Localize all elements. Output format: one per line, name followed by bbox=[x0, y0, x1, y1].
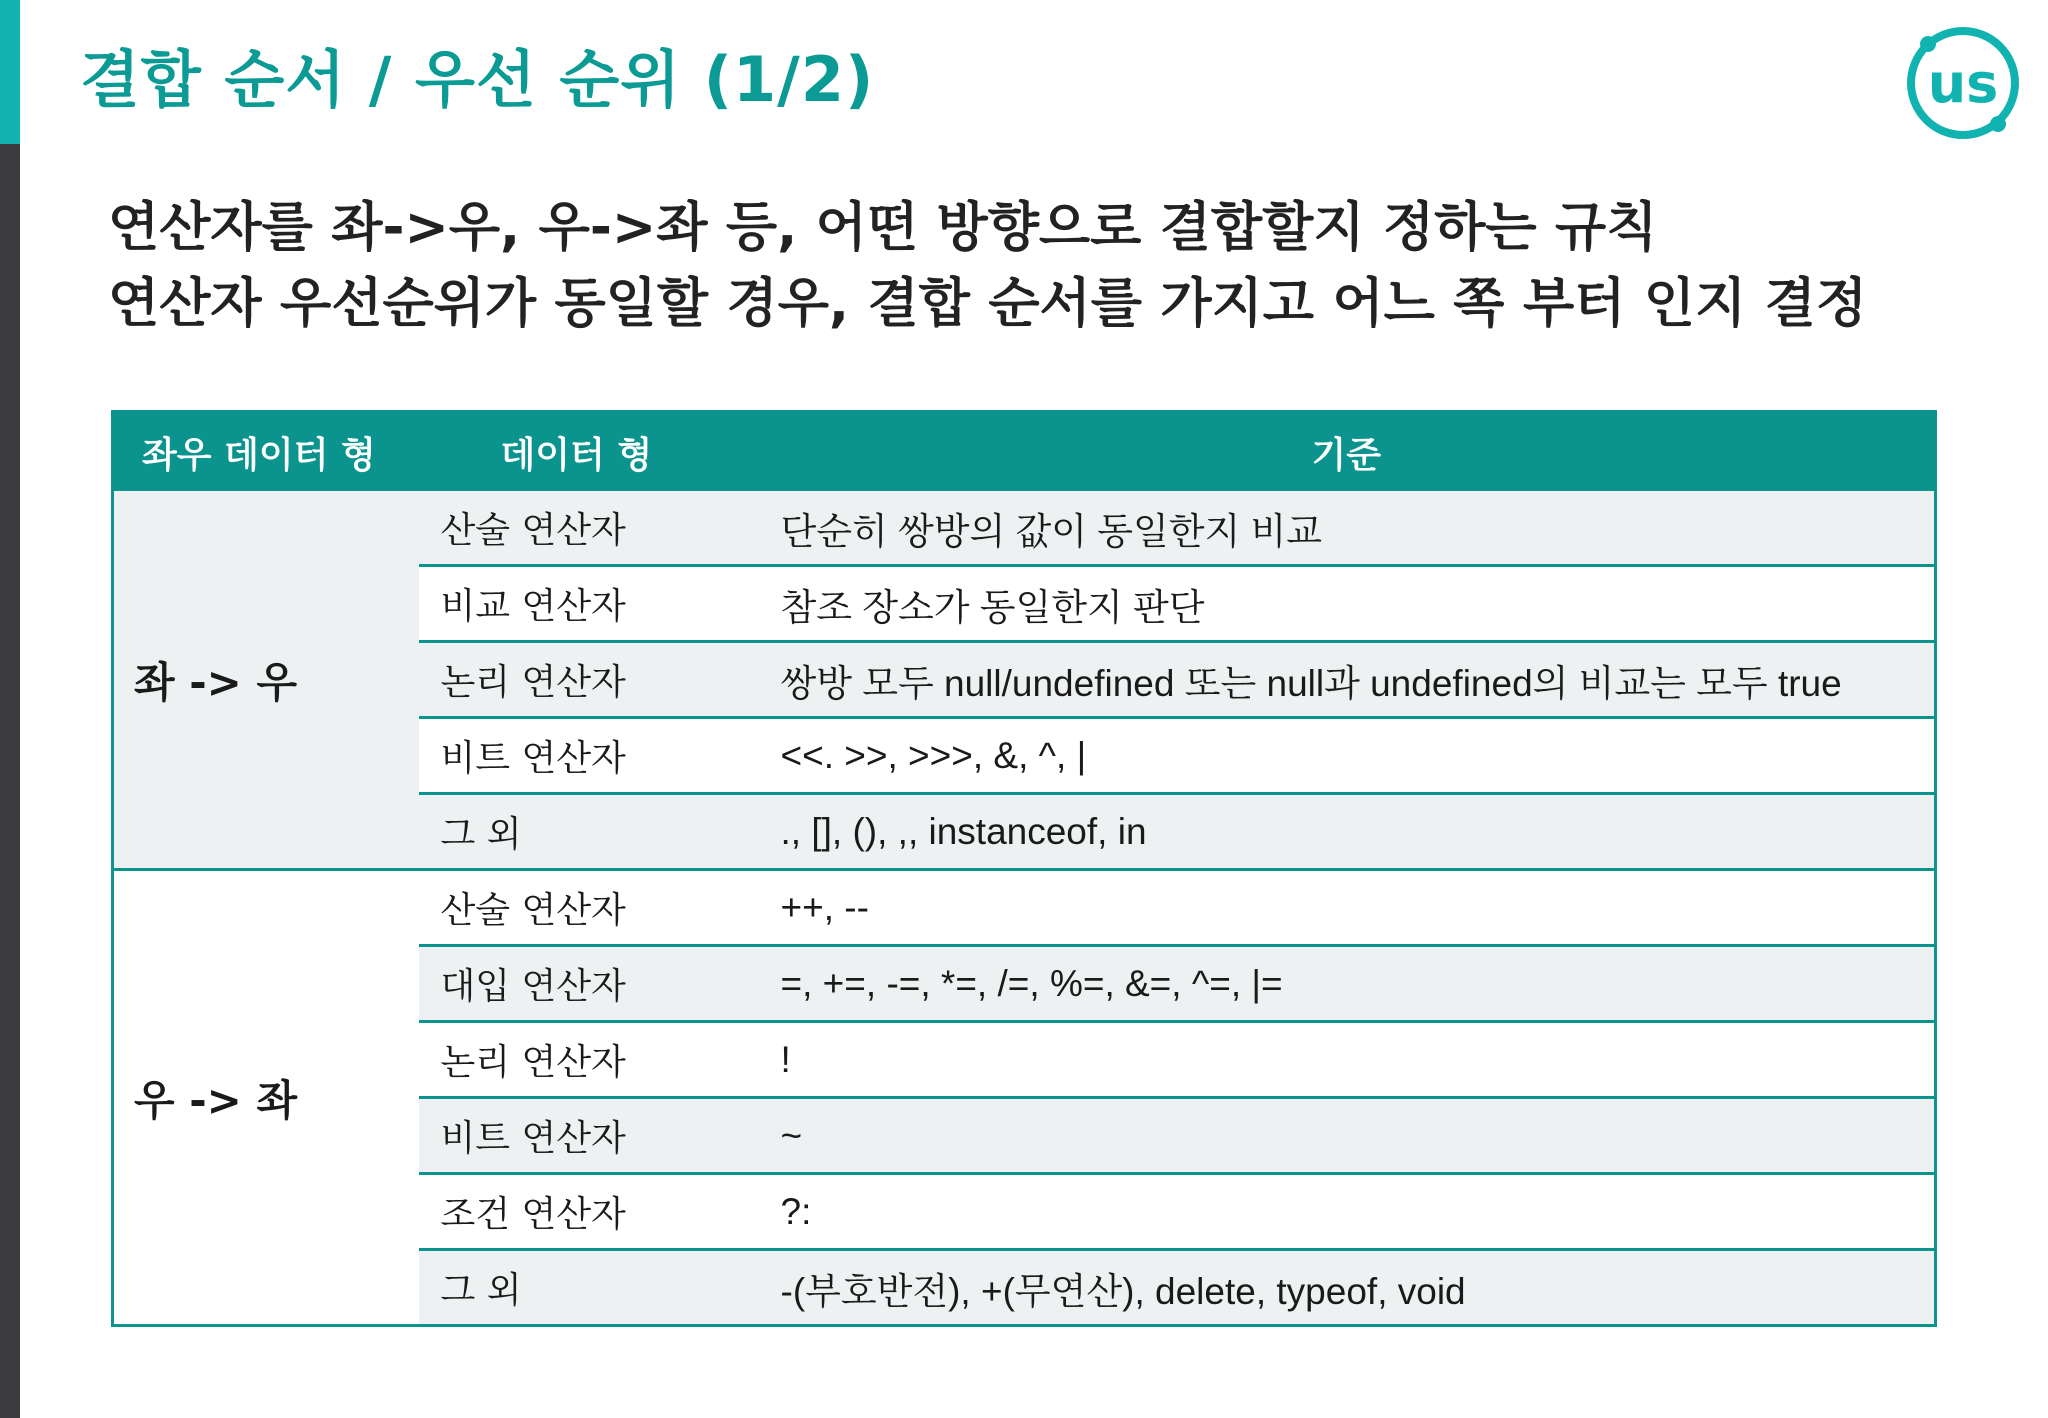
group-label-left-to-right: 좌 -> 우 bbox=[113, 491, 419, 870]
row-type: 그 외 bbox=[419, 1250, 759, 1326]
row-criteria: =, +=, -=, *=, /=, %=, &=, ^=, |= bbox=[759, 946, 1936, 1022]
row-criteria: ?: bbox=[759, 1174, 1936, 1250]
logo-text: us bbox=[1927, 52, 1999, 115]
row-criteria: -(부호반전), +(무연산), delete, typeof, void bbox=[759, 1250, 1936, 1326]
row-criteria: ++, -- bbox=[759, 870, 1936, 946]
us-logo-icon bbox=[1900, 20, 2026, 146]
group-label-right-to-left: 우 -> 좌 bbox=[113, 870, 419, 1326]
page-title: 결합 순서 / 우선 순위 (1/2) bbox=[80, 43, 875, 116]
row-type: 논리 연산자 bbox=[419, 1022, 759, 1098]
row-type: 비트 연산자 bbox=[419, 1098, 759, 1174]
row-type: 대입 연산자 bbox=[419, 946, 759, 1022]
row-type: 산술 연산자 bbox=[419, 870, 759, 946]
row-criteria: <<. >>, >>>, &, ^, | bbox=[759, 718, 1936, 794]
row-type: 비트 연산자 bbox=[419, 718, 759, 794]
row-type: 산술 연산자 bbox=[419, 491, 759, 566]
row-type: 조건 연산자 bbox=[419, 1174, 759, 1250]
row-type: 비교 연산자 bbox=[419, 566, 759, 642]
row-criteria: ~ bbox=[759, 1098, 1936, 1174]
header-direction: 좌우 데이터 형 bbox=[113, 412, 419, 492]
header-data-type: 데이터 형 bbox=[419, 412, 759, 492]
row-criteria: 참조 장소가 동일한지 판단 bbox=[759, 566, 1936, 642]
description-line-1: 연산자를 좌->우, 우->좌 등, 어떤 방향으로 결합할지 정하는 규칙 bbox=[108, 197, 1658, 258]
associativity-table bbox=[111, 410, 1937, 1327]
table-header-row bbox=[113, 412, 1936, 492]
row-criteria: 쌍방 모두 null/undefined 또는 null과 undefined의 비교는 모두 true bbox=[759, 642, 1936, 718]
row-criteria: ., [], (), ,, instanceof, in bbox=[759, 794, 1936, 870]
row-type: 논리 연산자 bbox=[419, 642, 759, 718]
description-line-2: 연산자 우선순위가 동일할 경우, 결합 순서를 가지고 어느 쪽 부터 인지 결정 bbox=[108, 273, 1868, 334]
row-type: 그 외 bbox=[419, 794, 759, 870]
table-row bbox=[113, 491, 1936, 566]
sidebar-dark bbox=[0, 144, 20, 1418]
row-criteria: ! bbox=[759, 1022, 1936, 1098]
row-criteria: 단순히 쌍방의 값이 동일한지 비교 bbox=[759, 491, 1936, 566]
header-criteria: 기준 bbox=[759, 412, 1936, 492]
table-row bbox=[113, 870, 1936, 946]
sidebar-accent bbox=[0, 0, 20, 144]
description bbox=[108, 190, 1988, 342]
